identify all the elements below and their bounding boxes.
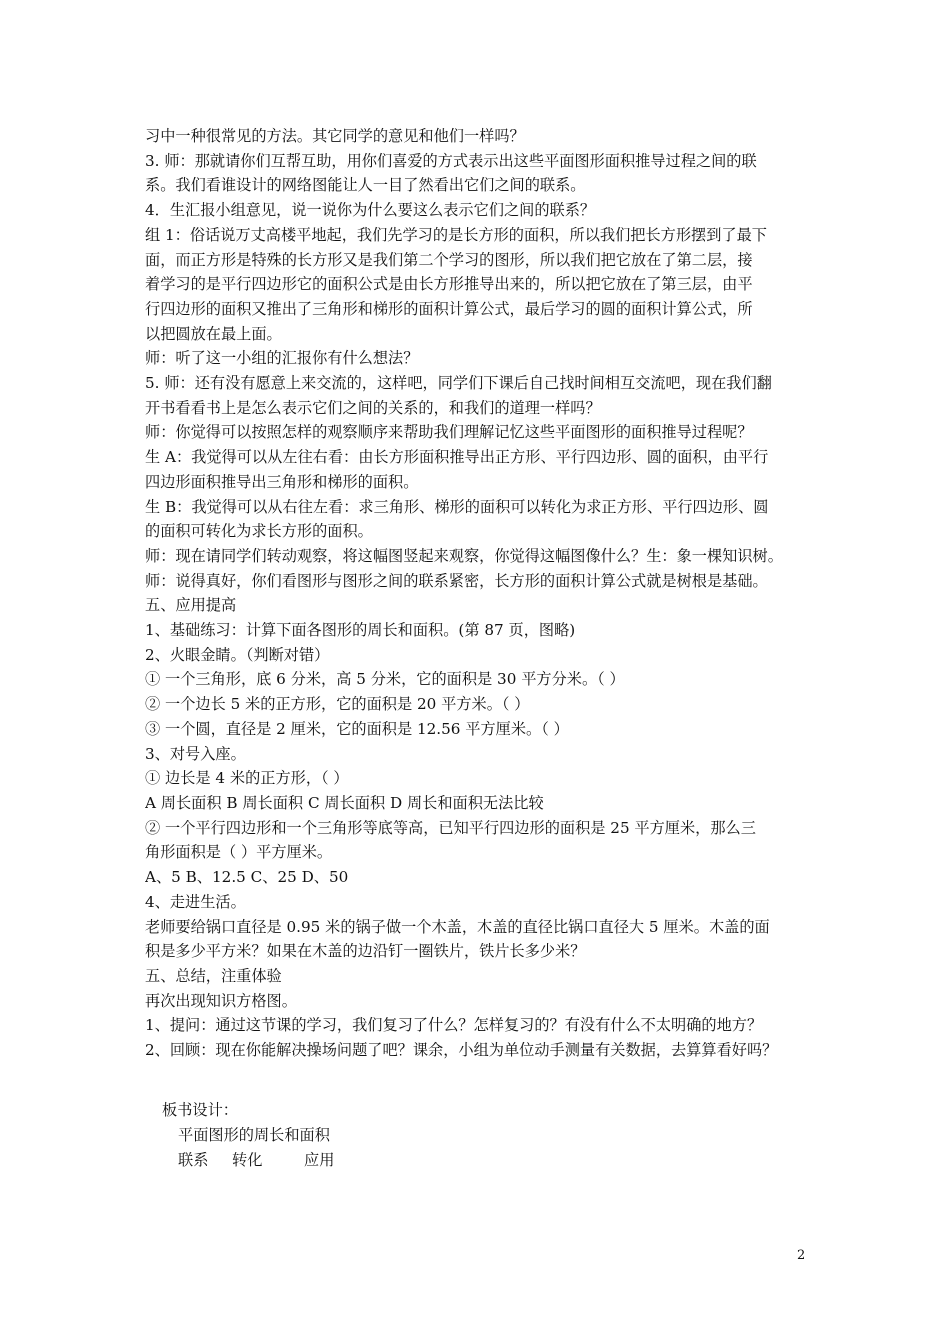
text-line: 师：听了这一小组的汇报你有什么想法？ <box>145 349 419 368</box>
board-item: 转化 <box>232 1151 263 1169</box>
board-design <box>162 1098 334 1173</box>
text-line: 的面积可转化为求长方形的面积。 <box>145 522 373 541</box>
text-line: 4．生汇报小组意见，说一说你为什么要这么表示它们之间的联系？ <box>145 201 596 220</box>
text-line: 组 1：俗话说万丈高楼平地起，我们先学习的是长方形的面积，所以我们把长方形摆到了最下 <box>145 225 767 244</box>
text-line: 系。我们看谁设计的网络图能让人一目了然看出它们之间的联系。 <box>145 176 586 195</box>
text-line: A、5 B、12.5 C、25 D、50 <box>145 868 349 887</box>
text-line: ② 一个边长 5 米的正方形，它的面积是 20 平方米。（ ） <box>145 695 530 714</box>
text-line: 3. 师：那就请你们互帮互助，用你们喜爱的方式表示出这些平面图形面积推导过程之间的联 <box>145 151 757 170</box>
text-line: 师：你觉得可以按照怎样的观察顺序来帮助我们理解记忆这些平面图形的面积推导过程呢？ <box>145 423 753 442</box>
text-line: 5. 师：还有没有愿意上来交流的，这样吧，同学们下课后自己找时间相互交流吧，现在我们翻 <box>145 374 772 393</box>
text-line: 再次出现知识方格图。 <box>145 991 297 1010</box>
text-line: 面，而正方形是特殊的长方形又是我们第二个学习的图形，所以我们把它放在了第二层，接 <box>145 250 753 269</box>
board-heading: 板书设计： <box>162 1101 238 1119</box>
text-line: 积是多少平方米？如果在木盖的边沿钉一圈铁片，铁片长多少米？ <box>145 942 586 961</box>
text-line: 角形面积是（ ）平方厘米。 <box>145 843 333 862</box>
text-line: 五、应用提高 <box>145 596 237 615</box>
text-line: 四边形面积推导出三角形和梯形的面积。 <box>145 472 419 491</box>
text-line: ① 一个三角形，底 6 分米，高 5 分米，它的面积是 30 平方分米。（ ） <box>145 670 625 689</box>
text-line: 2、火眼金睛。（判断对错） <box>145 645 330 664</box>
board-item: 应用 <box>304 1151 335 1169</box>
board-item: 联系 <box>178 1151 209 1169</box>
text-line: 2、回顾：现在你能解决操场问题了吧？课余，小组为单位动手测量有关数据，去算算看好吗？ <box>145 1041 778 1060</box>
text-line: 1、提问：通过这节课的学习，我们复习了什么？怎样复习的？有没有什么不太明确的地方？ <box>145 1016 763 1035</box>
board-items <box>162 1148 334 1173</box>
text-line: 生 B：我觉得可以从右往左看：求三角形、梯形的面积可以转化为求正方形、平行四边形、圆 <box>145 497 769 516</box>
text-line: 4、走进生活。 <box>145 892 246 911</box>
text-line: 开书看看书上是怎么表示它们之间的关系的，和我们的道理一样吗？ <box>145 398 601 417</box>
text-line: 3、对号入座。 <box>145 744 246 763</box>
text-line: 师：现在请同学们转动观察，将这幅图竖起来观察，你觉得这幅图像什么？生：象一棵知识树。 <box>145 546 783 565</box>
text-line: 行四边形的面积又推出了三角形和梯形的面积计算公式，最后学习的圆的面积计算公式，所 <box>145 299 753 318</box>
text-line: ③ 一个圆，直径是 2 厘米，它的面积是 12.56 平方厘米。（ ） <box>145 719 569 738</box>
text-line: 生 A：我觉得可以从左往右看：由长方形面积推导出正方形、平行四边形、圆的面积，由平行 <box>145 448 769 467</box>
body-text <box>145 124 825 1063</box>
text-line: 习中一种很常见的方法。其它同学的意见和他们一样吗？ <box>145 127 525 145</box>
text-line: 1、基础练习：计算下面各图形的周长和面积。(第 87 页，图略) <box>145 621 576 640</box>
text-line: A 周长面积 B 周长面积 C 周长面积 D 周长和面积无法比较 <box>145 793 544 812</box>
text-line: 五、总结，注重体验 <box>145 966 282 985</box>
text-line: 着学习的是平行四边形它的面积公式是由长方形推导出来的，所以把它放在了第三层，由平 <box>145 275 753 294</box>
board-title: 平面图形的周长和面积 <box>178 1126 330 1144</box>
page-number: 2 <box>797 1248 806 1263</box>
text-line: ② 一个平行四边形和一个三角形等底等高，已知平行四边形的面积是 25 平方厘米，那么三 <box>145 818 756 837</box>
text-line: 师：说得真好，你们看图形与图形之间的联系紧密，长方形的面积计算公式就是树根是基础。 <box>145 571 768 590</box>
text-line: ① 边长是 4 米的正方形，（ ） <box>145 769 349 788</box>
text-line: 老师要给锅口直径是 0.95 米的锅子做一个木盖，木盖的直径比锅口直径大 5 厘米。木盖的面 <box>145 917 770 936</box>
text-line: 以把圆放在最上面。 <box>145 324 282 343</box>
